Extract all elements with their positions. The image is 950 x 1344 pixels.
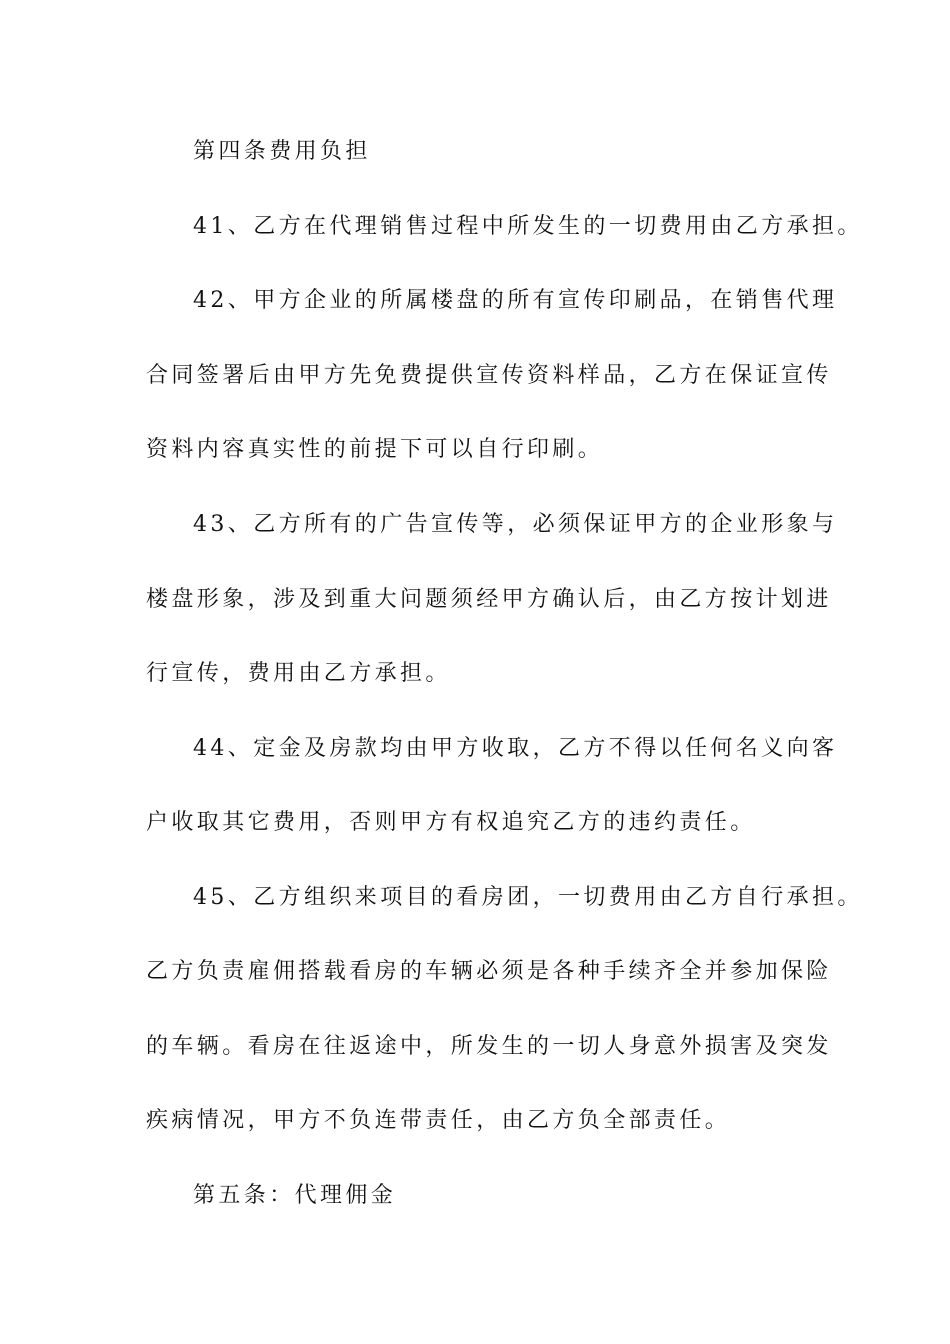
paragraph-line: 资料内容真实性的前提下可以自行印刷。	[146, 437, 604, 462]
paragraph-line: 42、甲方企业的所属楼盘的所有宣传印刷品，在销售代理	[193, 288, 838, 313]
section-heading-4: 第四条费用负担	[193, 139, 371, 164]
paragraph-line: 41、乙方在代理销售过程中所发生的一切费用由乙方承担。	[193, 214, 863, 239]
paragraph-line: 行宣传，费用由乙方承担。	[146, 661, 451, 686]
paragraph-line: 疾病情况，甲方不负连带责任，由乙方负全部责任。	[146, 1108, 731, 1133]
paragraph-line: 楼盘形象，涉及到重大问题须经甲方确认后，由乙方按计划进	[146, 587, 832, 612]
paragraph-line: 44、定金及房款均由甲方收取，乙方不得以任何名义向客	[193, 736, 838, 761]
paragraph-line: 43、乙方所有的广告宣传等，必须保证甲方的企业形象与	[193, 512, 838, 537]
paragraph-line: 户收取其它费用，否则甲方有权追究乙方的违约责任。	[146, 810, 756, 835]
paragraph-line: 乙方负责雇佣搭载看房的车辆必须是各种手续齐全并参加保险	[146, 959, 832, 984]
paragraph-line: 45、乙方组织来项目的看房团，一切费用由乙方自行承担。	[193, 885, 863, 910]
section-heading-5: 第五条：代理佣金	[193, 1183, 397, 1208]
paragraph-line: 合同签署后由甲方先免费提供宣传资料样品，乙方在保证宣传	[146, 363, 832, 388]
paragraph-line: 的车辆。看房在往返途中，所发生的一切人身意外损害及突发	[146, 1034, 832, 1059]
